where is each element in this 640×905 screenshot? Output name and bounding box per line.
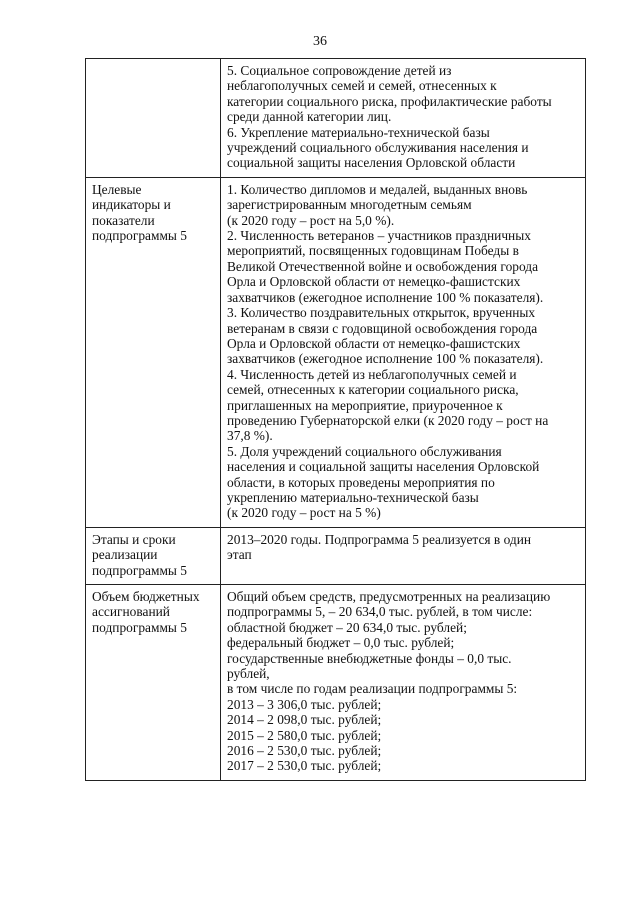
row-content-line: укреплению материально-технической базы — [227, 489, 479, 505]
row-content-line: 2013–2020 годы. Подпрограмма 5 реализуется в один — [227, 531, 532, 547]
row-label-cell — [86, 59, 221, 178]
row-label-line: индикаторы и — [92, 197, 171, 213]
row-content-cell — [221, 585, 586, 781]
row-content-line: Орла и Орловской области от немецко-фашистских — [227, 274, 521, 290]
table-row — [86, 59, 586, 178]
row-content-line: областной бюджет – 20 634,0 тыс. рублей; — [227, 619, 467, 635]
row-content-line: Великой Отечественной войне и освобождения города — [227, 258, 539, 274]
row-content-line: приглашенных на мероприятие, приуроченное к — [227, 397, 503, 413]
row-content-line: 5. Доля учреждений социального обслуживания — [227, 443, 502, 459]
row-content-line: населения и социальной защиты населения Орловской — [227, 459, 540, 475]
row-content-line: подпрограммы 5, – 20 634,0 тыс. рублей, в том числе: — [227, 604, 533, 620]
row-content-line: Общий объем средств, предусмотренных на реализацию — [227, 589, 551, 604]
row-label-line: подпрограммы 5 — [92, 619, 187, 635]
row-label-cell — [86, 177, 221, 527]
row-content-line: рублей, — [227, 666, 270, 682]
table-row — [86, 177, 586, 527]
row-label-line: подпрограммы 5 — [92, 562, 187, 578]
row-content-line: категории социального риска, профилактические работы — [227, 93, 552, 109]
row-content-line: захватчиков (ежегодное исполнение 100 % показателя). — [227, 351, 544, 367]
row-content-line: 4. Численность детей из неблагополучных семей и — [227, 366, 517, 382]
row-content-line: федеральный бюджет – 0,0 тыс. рублей; — [227, 635, 455, 651]
row-content-line: учреждений социального обслуживания населения и — [227, 140, 529, 156]
row-content-line: 1. Количество дипломов и медалей, выданных вновь — [227, 181, 528, 197]
row-content-line: области, в которых проведены мероприятия по — [227, 474, 495, 490]
row-label-line: Объем бюджетных — [92, 589, 200, 604]
row-content-line: захватчиков (ежегодное исполнение 100 % показателя). — [227, 289, 544, 305]
row-content-cell — [221, 177, 586, 527]
row-content-line: 2015 – 2 580,0 тыс. рублей; — [227, 727, 382, 743]
row-content-cell — [221, 527, 586, 584]
row-label-line: показатели — [92, 212, 155, 228]
row-label-line: подпрограммы 5 — [92, 228, 187, 244]
row-content-line: мероприятий, посвященных годовщинам Победы в — [227, 243, 519, 259]
row-content-line: 6. Укрепление материально-технической базы — [227, 124, 490, 140]
row-content-line: социальной защиты населения Орловской области — [227, 155, 516, 171]
row-content-line: 2. Численность ветеранов – участников праздничных — [227, 228, 531, 244]
table-row — [86, 585, 586, 781]
row-content-line: проведению Губернаторской елки (к 2020 году – рост на — [227, 412, 549, 428]
passport-table-body — [86, 59, 586, 781]
table-row — [86, 527, 586, 584]
row-content-line: ветеранам в связи с годовщиной освобождения города — [227, 320, 538, 336]
row-content-line: государственные внебюджетные фонды – 0,0 тыс. — [227, 650, 512, 666]
row-content-line: 2014 – 2 098,0 тыс. рублей; — [227, 712, 382, 728]
row-label-line: реализации — [92, 547, 158, 563]
row-content-line: (к 2020 году – рост на 5,0 %). — [227, 212, 395, 228]
row-content-line: 3. Количество поздравительных открыток, врученных — [227, 305, 536, 321]
row-content-line: (к 2020 году – рост на 5 %) — [227, 505, 381, 521]
row-content-line: 37,8 %). — [227, 428, 273, 444]
row-content-line: в том числе по годам реализации подпрограммы 5: — [227, 681, 518, 697]
row-content-line: среди данной категории лиц. — [227, 109, 392, 125]
passport-table — [85, 58, 586, 781]
row-content-cell — [221, 59, 586, 178]
row-content-line: этап — [227, 547, 252, 563]
row-content-line: 2017 – 2 530,0 тыс. рублей; — [227, 758, 382, 774]
row-content-line: 5. Социальное сопровождение детей из — [227, 63, 452, 78]
row-content-line: зарегистрированным многодетным семьям — [227, 197, 472, 213]
row-label-cell — [86, 527, 221, 584]
page-number: 36 — [313, 34, 327, 49]
row-label-line: ассигнований — [92, 604, 170, 620]
row-content-line: неблагополучных семей и семей, отнесенных к — [227, 78, 497, 94]
row-content-line: 2016 – 2 530,0 тыс. рублей; — [227, 743, 382, 759]
row-label-line: Целевые — [92, 181, 142, 197]
row-content-line: семей, отнесенных к категории социального риска, — [227, 382, 519, 398]
row-content-line: Орла и Орловской области от немецко-фашистских — [227, 335, 521, 351]
row-label-cell — [86, 585, 221, 781]
row-label-line: Этапы и сроки — [92, 531, 176, 547]
row-content-line: 2013 – 3 306,0 тыс. рублей; — [227, 696, 382, 712]
